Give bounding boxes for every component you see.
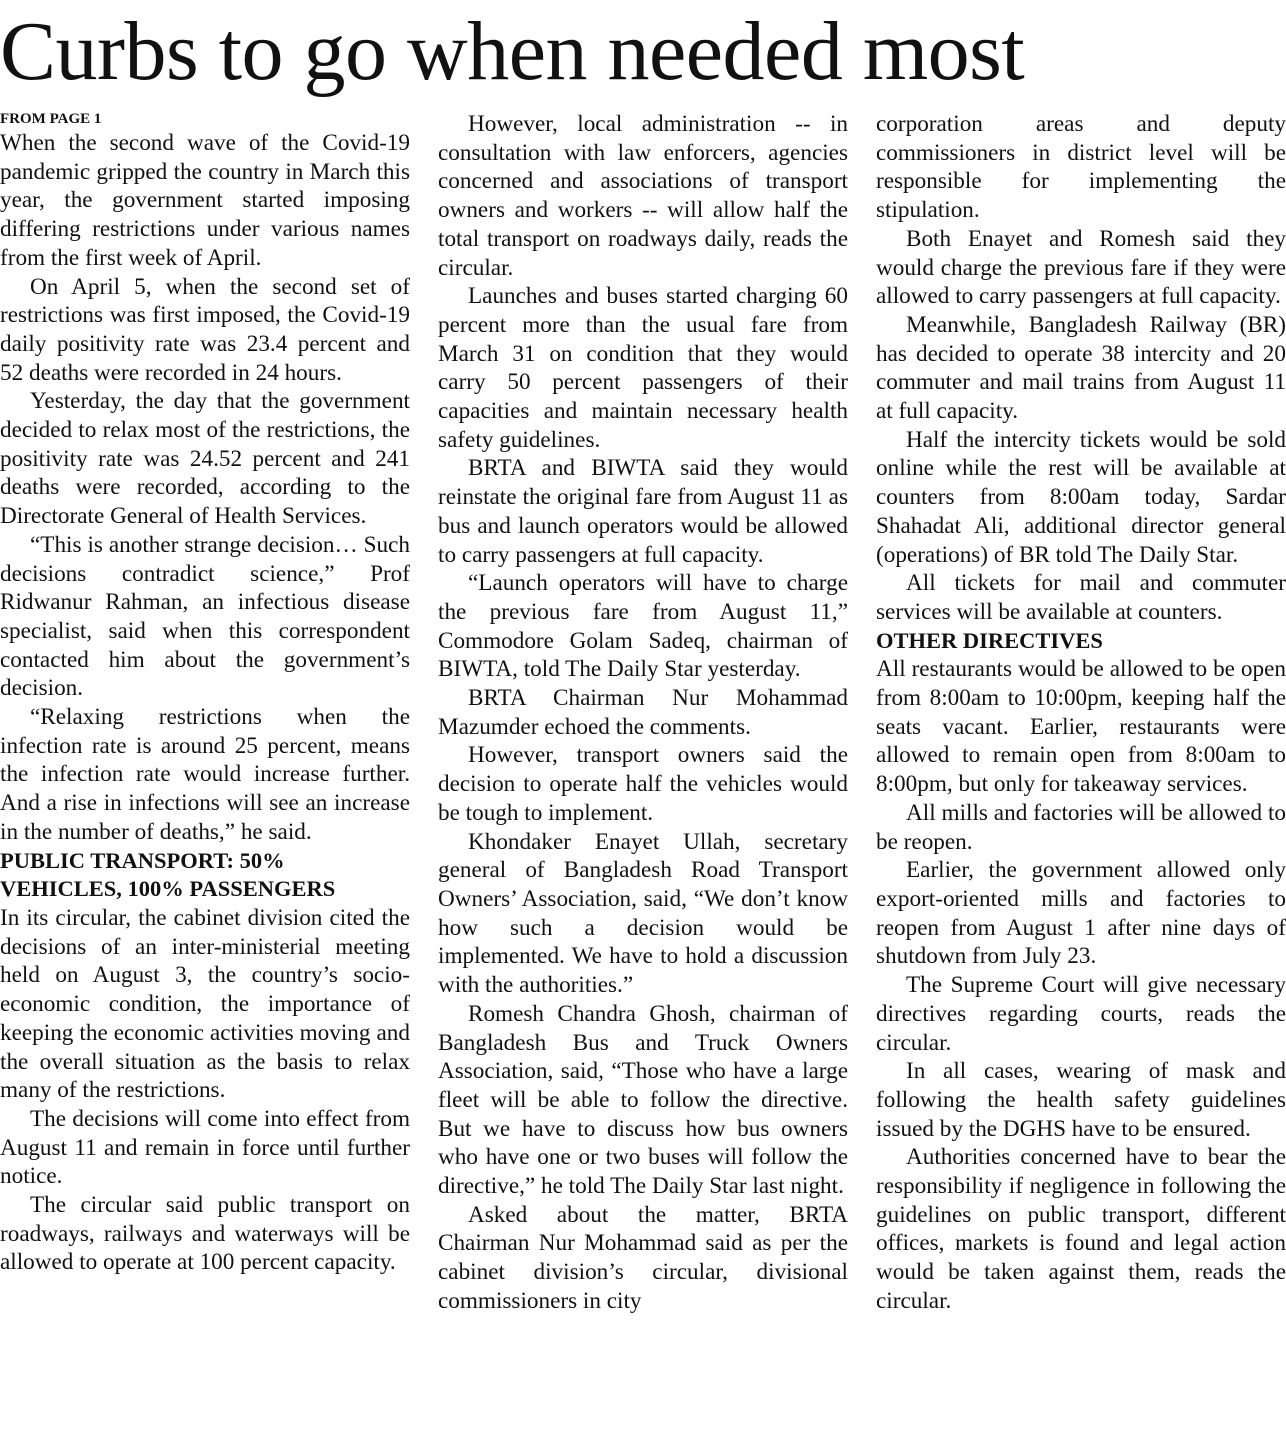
paragraph: All mills and factories will be allowed to be reopen. xyxy=(876,799,1286,855)
paragraph: BRTA Chairman Nur Mohammad Mazumder echoed the comments. xyxy=(438,685,848,740)
paragraph: When the second wave of the Covid-19 pandemic gripped the country in March this year, the government started imposing differing restrictions under various names from the first week of April. xyxy=(0,130,410,271)
paragraph: Earlier, the government allowed only export-oriented mills and factories to reopen from August 1 after nine days of shutdown from July 23. xyxy=(876,857,1286,970)
paragraph: Yesterday, the day that the government decided to relax most of the restrictions, the positivity rate was 24.52 percent and 241 deaths were recorded, according to the Directorate General of Health Services. xyxy=(0,388,410,530)
subheading-line: VEHICLES, 100% PASSENGERS xyxy=(0,876,336,902)
paragraph: Authorities concerned have to bear the responsibility if negligence in following the guidelines on public transport, different offices, markets is found and legal action would be taken against them, reads the circular. xyxy=(876,1144,1286,1314)
paragraph: Both Enayet and Romesh said they would charge the previous fare if they were allowed to carry passengers at full capacity. xyxy=(876,225,1286,310)
paragraph: However, local administration -- in consultation with law enforcers, agencies concerned and associations of transport owners and workers -- will allow half the total transport on roadways daily, reads the circular. xyxy=(438,111,848,281)
paragraph: The decisions will come into effect from August 11 and remain in force until further notice. xyxy=(0,1105,410,1190)
article-column-3 xyxy=(876,110,1286,1316)
article-column-2 xyxy=(438,110,848,1316)
subheading-public-transport xyxy=(0,847,410,904)
paragraph: The circular said public transport on roadways, railways and waterways will be allowed to operate at 100 percent capacity. xyxy=(0,1192,410,1276)
paragraph: Half the intercity tickets would be sold online while the rest will be available at counters from 8:00am today, Sardar Shahadat Ali, additional director general (operations) of BR told The Daily Star. xyxy=(876,426,1286,568)
subheading-other-directives: OTHER DIRECTIVES xyxy=(876,627,1103,653)
article-column-1 xyxy=(0,110,410,1277)
from-page-kicker: FROM PAGE 1 xyxy=(0,111,102,127)
paragraph: Khondaker Enayet Ullah, secretary general of Bangladesh Road Transport Owners’ Association, said, “We don’t know how such a decision would be implemented. We have to hold a discussion with the authorities.” xyxy=(438,828,848,999)
paragraph: However, transport owners said the decision to operate half the vehicles would be tough to implement. xyxy=(438,742,848,826)
paragraph: In its circular, the cabinet division cited the decisions of an inter-ministerial meeting held on August 3, the country’s socio-economic condition, the importance of keeping the economic activities moving and the overall situation as the basis to relax many of the restrictions. xyxy=(0,904,410,1104)
paragraph: The Supreme Court will give necessary directives regarding courts, reads the circular. xyxy=(876,972,1286,1056)
paragraph: corporation areas and deputy commissioners in district level will be responsible for implementing the stipulation. xyxy=(876,111,1286,224)
paragraph: “Launch operators will have to charge the previous fare from August 11,” Commodore Golam Sadeq, chairman of BIWTA, told The Daily Star yesterday. xyxy=(438,570,848,683)
paragraph: “Relaxing restrictions when the infection rate is around 25 percent, means the infection rate would increase further. And a rise in infections will see an increase in the number of deaths,” he said. xyxy=(0,704,410,845)
paragraph: In all cases, wearing of mask and following the health safety guidelines issued by the DGHS have to be ensured. xyxy=(876,1058,1286,1142)
paragraph: “This is another strange decision… Such decisions contradict science,” Prof Ridwanur Rahman, an infectious disease specialist, said when this correspondent contacted him about the government’s decision. xyxy=(0,531,410,702)
paragraph: Launches and buses started charging 60 percent more than the usual fare from March 31 on condition that they would carry 50 percent passengers of their capacities and maintain necessary health safety guidelines. xyxy=(438,283,848,453)
subheading-line: PUBLIC TRANSPORT: 50% xyxy=(0,847,285,873)
paragraph: Romesh Chandra Ghosh, chairman of Bangladesh Bus and Truck Owners Association, said, “Those who have a large fleet will be able to follow the directive. But we have to discuss how bus owners who have one or two buses will follow the directive,” he told The Daily Star last night. xyxy=(438,1000,848,1200)
paragraph: All restaurants would be allowed to be open from 8:00am to 10:00pm, keeping half the seats vacant. Earlier, restaurants were allowed to remain open from 8:00am to 8:00pm, but only for takeaway services. xyxy=(876,656,1286,798)
paragraph: On April 5, when the second set of restrictions was first imposed, the Covid-19 daily positivity rate was 23.4 percent and 52 deaths were recorded in 24 hours. xyxy=(0,273,410,386)
headline: Curbs to go when needed most xyxy=(0,5,1025,98)
paragraph: All tickets for mail and commuter services will be available at counters. xyxy=(876,570,1286,625)
paragraph: Meanwhile, Bangladesh Railway (BR) has decided to operate 38 intercity and 20 commuter and mail trains from August 11 at full capacity. xyxy=(876,311,1286,425)
paragraph: Asked about the matter, BRTA Chairman Nur Mohammad said as per the cabinet division’s circular, divisional commissioners in city xyxy=(438,1201,848,1314)
paragraph: BRTA and BIWTA said they would reinstate the original fare from August 11 as bus and launch operators would be allowed to carry passengers at full capacity. xyxy=(438,455,848,568)
